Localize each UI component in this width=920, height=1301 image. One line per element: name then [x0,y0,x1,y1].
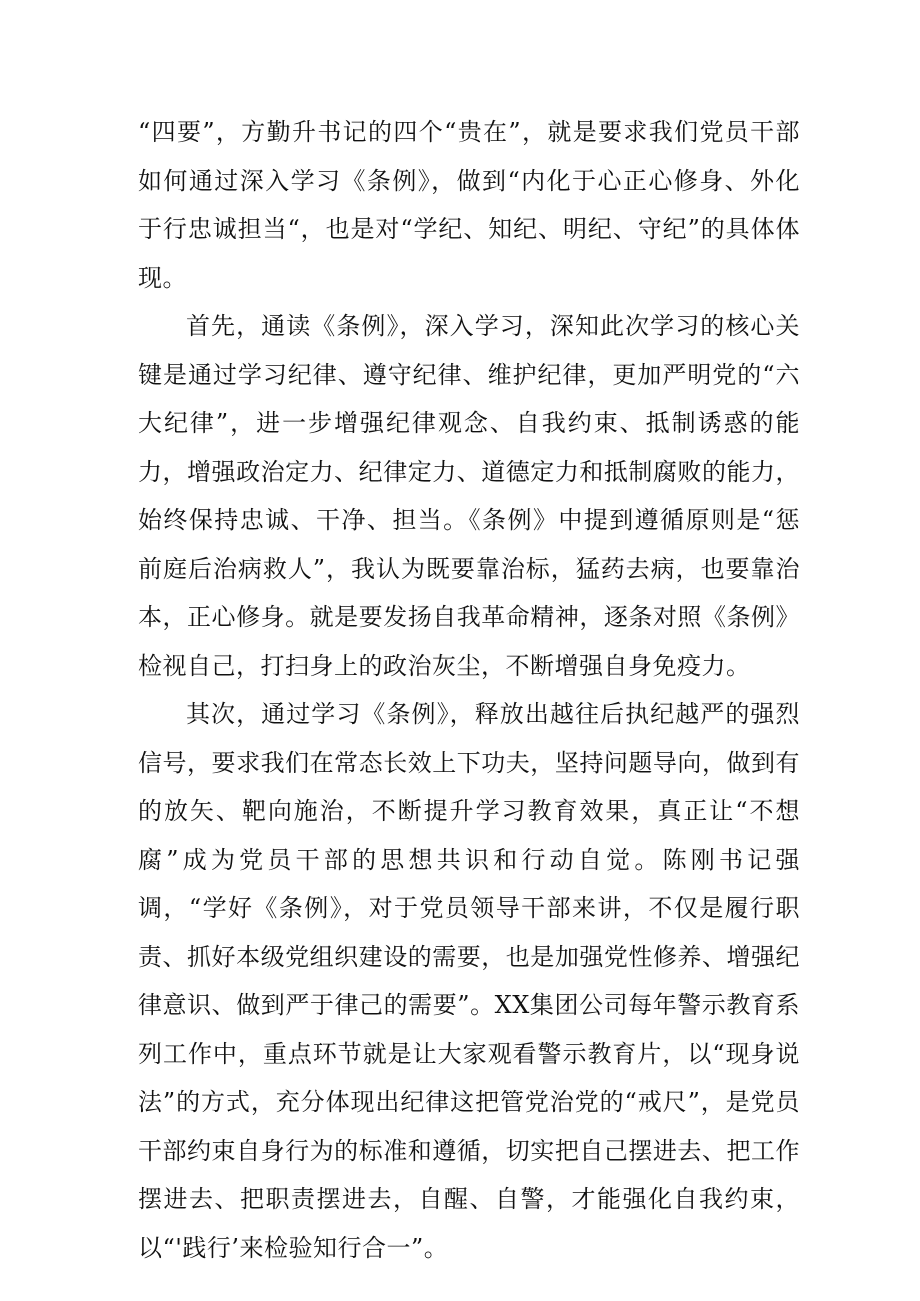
paragraph-1: “四要”，方勤升书记的四个“贵在”，就是要求我们党员干部如何通过深入学习《条例》，做到“内化于心正心修身、外化于行忠诚担当“，也是对“学纪、知纪、明纪、守纪”的具体体现。 [138,118,800,292]
paragraph-3: 其次，通过学习《条例》，释放出越往后执纪越严的强烈信号，要求我们在常态长效上下功夫，坚持问题导向，做到有的放矢、靶向施治，不断提升学习教育效果，真正让“不想腐”成为党员干部的思想共识和行动自觉。陈刚书记强调，“学好《条例》，对于党员领导干部来讲，不仅是履行职责、抓好本级党组织建设的需要，也是加强党性修养、增强纪律意识、做到严于律己的需要”。XX集团公司每年警示教育系列工作中，重点环节就是让大家观看警示教育片，以“现身说法”的方式，充分体现出纪律这把管党治党的“戒尺”，是党员干部约束自身行为的标准和遵循，切实把自己摆进去、把工作摆进去、把职责摆进去，自醒、自警，才能强化自我约束，以“'践行’来检验知行合一”。 [138,700,800,1262]
paragraph-2: 首先，通读《条例》，深入学习，深知此次学习的核心关键是通过学习纪律、遵守纪律、维护纪律，更加严明党的“六大纪律”，进一步增强纪律观念、自我约束、抵制诱惑的能力，增强政治定力、纪律定力、道德定力和抵制腐败的能力，始终保持忠诚、干净、担当。《条例》中提到遵循原则是“惩前庭后治病救人”，我认为既要靠治标，猛药去病，也要靠治本，正心修身。就是要发扬自我革命精神，逐条对照《条例》检视自己，打扫身上的政治灰尘，不断增强自身免疫力。 [138,312,800,680]
document-body [138,108,800,1272]
